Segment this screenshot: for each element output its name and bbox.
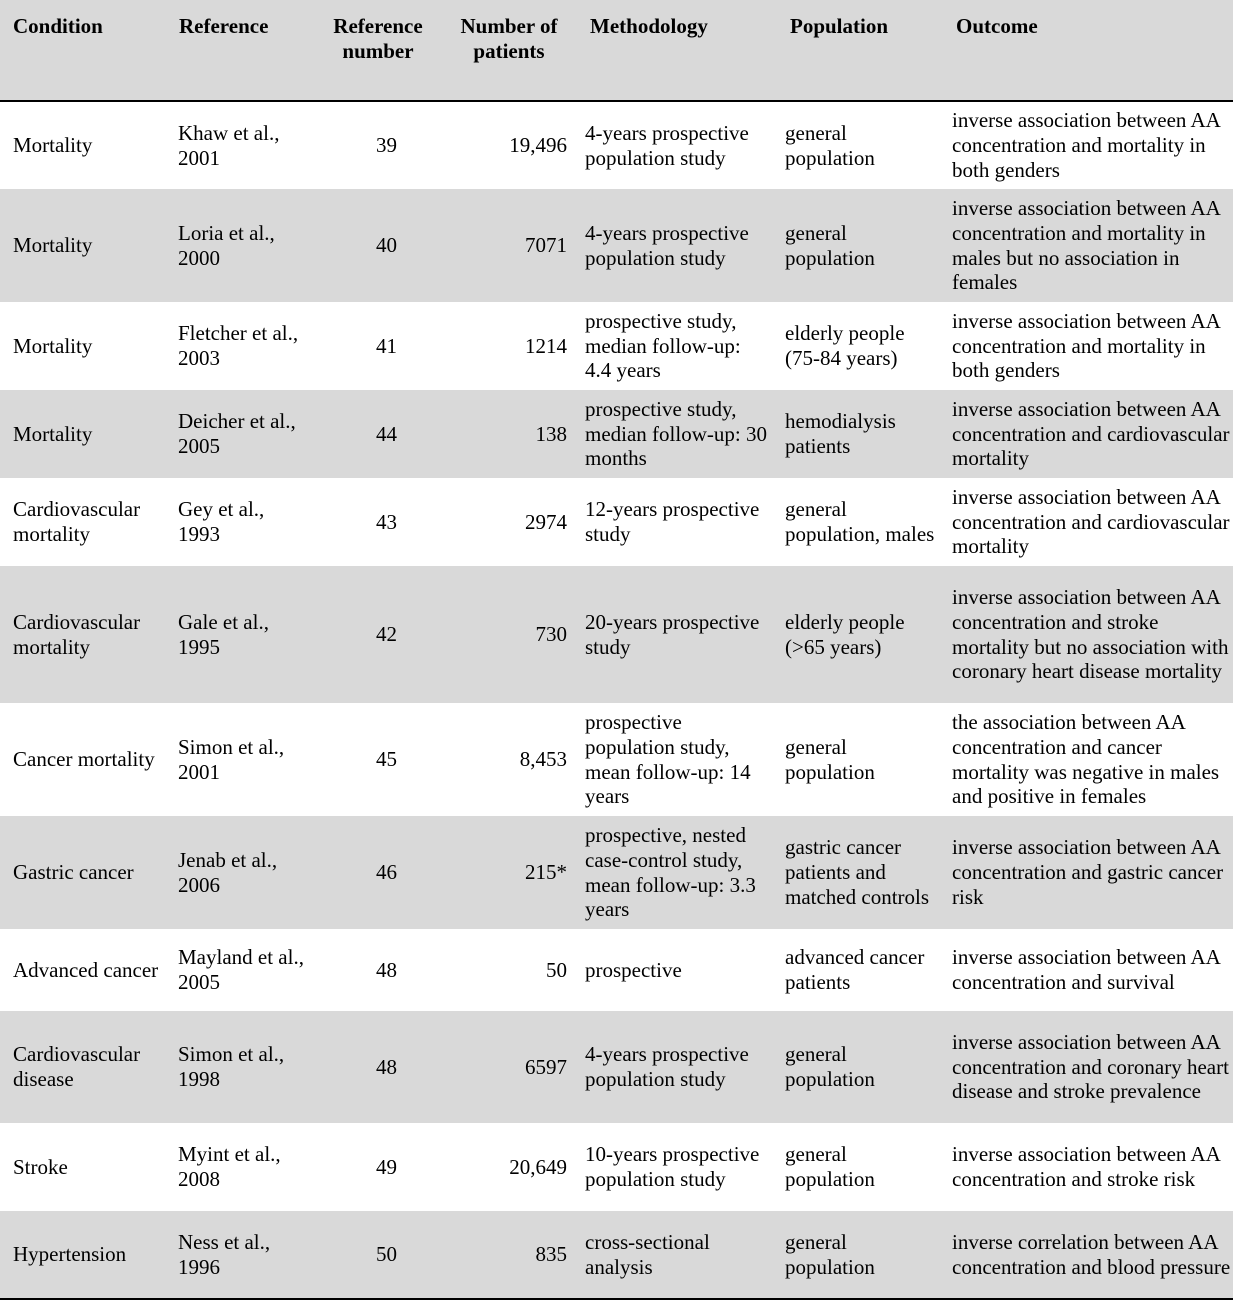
reference-cell: Simon et al., 1998 <box>178 1042 285 1091</box>
reference-number-cell: 48 <box>376 957 397 982</box>
methodology-cell: prospective study, median follow-up: 4.4 years <box>585 308 741 383</box>
header-population: Population <box>777 0 943 101</box>
table-row <box>0 566 1233 703</box>
methodology-cell: 12-years prospective study <box>585 497 760 546</box>
reference-number-cell: 46 <box>376 860 397 885</box>
population-cell: elderly people (>65 years) <box>785 609 905 659</box>
reference-number-cell: 43 <box>376 509 397 534</box>
condition-cell: Mortality <box>13 421 93 446</box>
patients-cell: 138 <box>535 421 567 446</box>
outcome-cell: inverse association between AA concentration and mortality in males but no association in females <box>952 195 1220 295</box>
condition-cell: Hypertension <box>0 1211 166 1299</box>
patients-cell: 8,453 <box>519 747 567 772</box>
condition-cell: Cardiovascular mortality <box>13 497 141 546</box>
patients-cell: 1214 <box>525 333 567 358</box>
reference-cell: Deicher et al., 2005 <box>178 409 296 458</box>
header-reference-number: Reference number <box>315 0 441 101</box>
header-outcome: Outcome <box>943 0 1233 101</box>
population-cell: general population, males <box>785 497 935 546</box>
outcome-cell: inverse association between AA concentration and mortality in both genders <box>952 108 1220 182</box>
outcome-cell: the association between AA concentration and cancer mortality was negative in males and positive in females <box>952 709 1220 809</box>
condition-cell: Stroke <box>13 1154 68 1179</box>
table-row <box>0 189 1233 302</box>
outcome-cell: inverse association between AA concentration and stroke risk <box>952 1142 1220 1191</box>
outcome-cell: inverse association between AA concentration and coronary heart disease and stroke prevalence <box>952 1029 1229 1104</box>
outcome-cell: inverse association between AA concentration and stroke mortality but no association with coronary heart disease mortality <box>952 584 1229 684</box>
reference-number-cell: 49 <box>376 1154 397 1179</box>
patients-cell: 7071 <box>525 233 567 258</box>
outcome-cell: inverse association between AA concentration and mortality in both genders <box>952 308 1220 383</box>
reference-cell: Ness et al., 1996 <box>166 1211 315 1299</box>
population-cell: elderly people (75-84 years) <box>785 321 905 370</box>
condition-cell: Mortality <box>13 333 93 358</box>
reference-number-cell: 48 <box>376 1054 397 1079</box>
reference-cell: Fletcher et al., 2003 <box>178 321 299 370</box>
reference-number-cell: 41 <box>376 333 397 358</box>
methodology-cell: 4-years prospective population study <box>585 1042 749 1091</box>
patients-cell: 730 <box>535 622 567 647</box>
header-row <box>0 0 1233 101</box>
condition-cell: Cardiovascular mortality <box>13 609 141 659</box>
methodology-cell: 10-years prospective population study <box>585 1142 760 1191</box>
table-row <box>0 101 1233 189</box>
methodology-cell: 20-years prospective study <box>585 609 760 659</box>
patients-cell: 6597 <box>525 1054 567 1079</box>
reference-cell: Khaw et al., 2001 <box>178 120 280 170</box>
patients-cell: 20,649 <box>509 1154 567 1179</box>
table-row <box>0 816 1233 929</box>
condition-cell: Cancer mortality <box>13 747 155 772</box>
table-row <box>0 1123 1233 1211</box>
header-number-of-patients: Number of patients <box>441 0 577 101</box>
table-row <box>0 1011 1233 1123</box>
population-cell: general population <box>785 1042 875 1091</box>
condition-cell: Gastric cancer <box>13 860 134 885</box>
table-row <box>0 929 1233 1011</box>
reference-number-cell: 44 <box>376 421 397 446</box>
methodology-cell: prospective population study, mean follow-up: 14 years <box>585 709 751 809</box>
methodology-cell: 4-years prospective population study <box>585 120 749 170</box>
population-cell: general population <box>785 220 875 270</box>
condition-cell: Advanced cancer <box>13 957 159 982</box>
population-cell: advanced cancer patients <box>785 945 925 994</box>
reference-cell: Mayland et al., 2005 <box>178 945 304 994</box>
condition-cell: Mortality <box>13 133 93 158</box>
population-cell: hemodialysis patients <box>785 409 896 458</box>
population-cell: gastric cancer patients and matched controls <box>785 835 930 909</box>
table-row <box>0 478 1233 566</box>
outcome-cell: inverse association between AA concentration and gastric cancer risk <box>952 835 1224 909</box>
header-reference: Reference <box>166 0 315 101</box>
reference-number-cell: 39 <box>376 133 397 158</box>
reference-number-cell: 42 <box>376 622 397 647</box>
table-row <box>0 302 1233 390</box>
table-row <box>0 1211 1233 1299</box>
reference-cell: Simon et al., 2001 <box>178 734 285 784</box>
reference-cell: Gey et al., 1993 <box>178 497 265 546</box>
reference-number-cell: 50 <box>315 1211 441 1299</box>
population-cell: general population <box>777 1211 943 1299</box>
population-cell: general population <box>785 120 875 170</box>
reference-cell: Myint et al., 2008 <box>178 1142 281 1191</box>
header-condition: Condition <box>0 0 166 101</box>
patients-cell: 2974 <box>525 509 567 534</box>
methodology-cell: prospective, nested case-control study, mean follow-up: 3.3 years <box>585 822 756 922</box>
header-methodology: Methodology <box>577 0 777 101</box>
population-cell: general population <box>785 1142 875 1191</box>
condition-cell: Cardiovascular disease <box>13 1042 141 1091</box>
reference-cell: Gale et al., 1995 <box>178 609 269 659</box>
reference-cell: Loria et al., 2000 <box>178 220 275 270</box>
reference-number-cell: 40 <box>376 233 397 258</box>
reference-cell: Jenab et al., 2006 <box>178 847 278 897</box>
patients-cell: 835 <box>441 1211 577 1299</box>
condition-cell: Mortality <box>13 233 93 258</box>
patients-cell: 50 <box>546 957 567 982</box>
methodology-cell: 4-years prospective population study <box>585 220 749 270</box>
table-row <box>0 703 1233 816</box>
methodology-cell: cross-sectional analysis <box>577 1211 777 1299</box>
outcome-cell: inverse association between AA concentration and survival <box>952 945 1220 994</box>
table-row <box>0 390 1233 478</box>
reference-number-cell: 45 <box>376 747 397 772</box>
outcome-cell: inverse association between AA concentration and cardiovascular mortality <box>952 484 1230 559</box>
patients-cell: 19,496 <box>509 133 567 158</box>
outcome-cell: inverse association between AA concentration and cardiovascular mortality <box>952 396 1230 471</box>
patients-cell: 215* <box>525 860 567 885</box>
table-body <box>0 101 1233 1299</box>
methodology-cell: prospective study, median follow-up: 30 months <box>585 396 767 471</box>
outcome-cell: inverse correlation between AA concentration and blood pressure <box>943 1211 1233 1299</box>
population-cell: general population <box>785 734 875 784</box>
methodology-cell: prospective <box>585 957 682 982</box>
